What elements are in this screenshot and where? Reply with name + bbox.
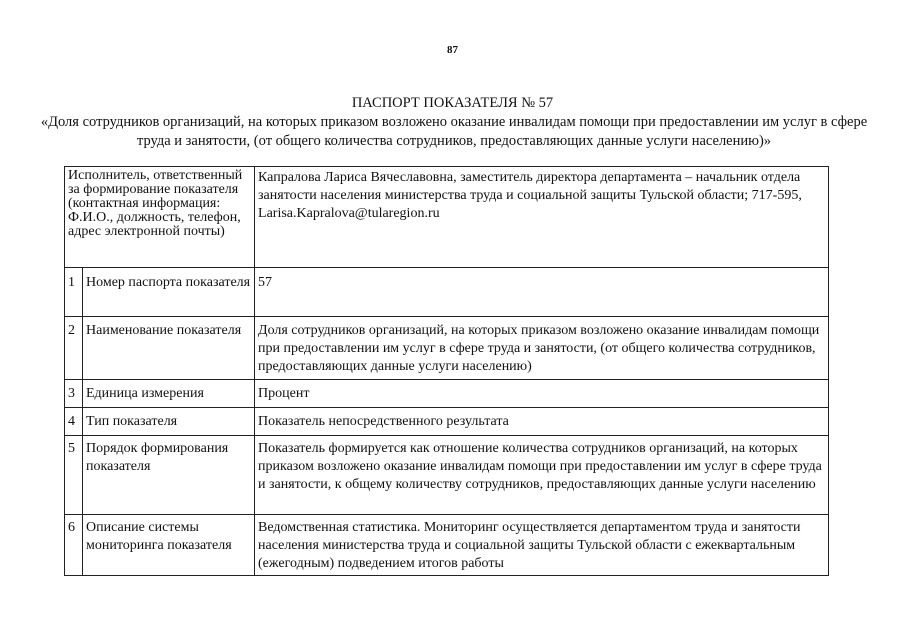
row-value: Процент	[255, 380, 829, 408]
table-row	[65, 408, 829, 436]
row-value: 57	[255, 268, 829, 317]
row-value: Доля сотрудников организаций, на которых приказом возложено оказание инвалидам помощи при предоставлении им услуг в сфере труда и занятости, (от общего количества сотрудников, предоставляющих данные услуги населению)	[255, 317, 829, 380]
row-label: Порядок формирования показателя	[83, 436, 255, 515]
page-number: 87	[447, 44, 458, 56]
row-label: Наименование показателя	[83, 317, 255, 380]
row-label: Описание системы мониторинга показателя	[83, 515, 255, 576]
row-number: 4	[65, 408, 83, 436]
executor-label: Исполнитель, ответственный за формирование показателя (контактная информация: Ф.И.О., должность, телефон, адрес электронной почты)	[65, 167, 255, 268]
document-subtitle: «Доля сотрудников организаций, на которых приказом возложено оказание инвалидам помощи при предоставлении им услуг в сфере труда и занятости, (от общего количества сотрудников, предоставляющих данные услуги населению)»	[40, 114, 868, 149]
table-row	[65, 380, 829, 408]
table-row-executor	[65, 167, 829, 268]
row-label: Тип показателя	[83, 408, 255, 436]
row-value: Показатель непосредственного результата	[255, 408, 829, 436]
row-value: Показатель формируется как отношение количества сотрудников организаций, на которых приказом возложено оказание инвалидам помощи при предоставлении им услуг в сфере труда и занятости, к общему количеству сотрудников, предоставляющих данные услуги населению	[255, 436, 829, 515]
executor-value: Капралова Лариса Вячеславовна, заместитель директора департамента – начальник отдела занятости населения министерства труда и социальной защиты Тульской области; 717-595, Larisa.Kapralova@tularegion.ru	[255, 167, 829, 268]
row-value: Ведомственная статистика. Мониторинг осуществляется департаментом труда и занятости населения министерства труда и социальной защиты Тульской области с ежеквартальным (ежегодным) подведением итогов работы	[255, 515, 829, 576]
row-number: 6	[65, 515, 83, 576]
row-label: Единица измерения	[83, 380, 255, 408]
document-title: ПАСПОРТ ПОКАЗАТЕЛЯ № 57	[351, 95, 554, 111]
row-number: 2	[65, 317, 83, 380]
table-row	[65, 436, 829, 515]
table-row	[65, 268, 829, 317]
row-number: 5	[65, 436, 83, 515]
table-row	[65, 515, 829, 576]
table-row	[65, 317, 829, 380]
row-number: 1	[65, 268, 83, 317]
row-number: 3	[65, 380, 83, 408]
row-label: Номер паспорта показателя	[83, 268, 255, 317]
indicator-passport-table	[64, 166, 829, 576]
